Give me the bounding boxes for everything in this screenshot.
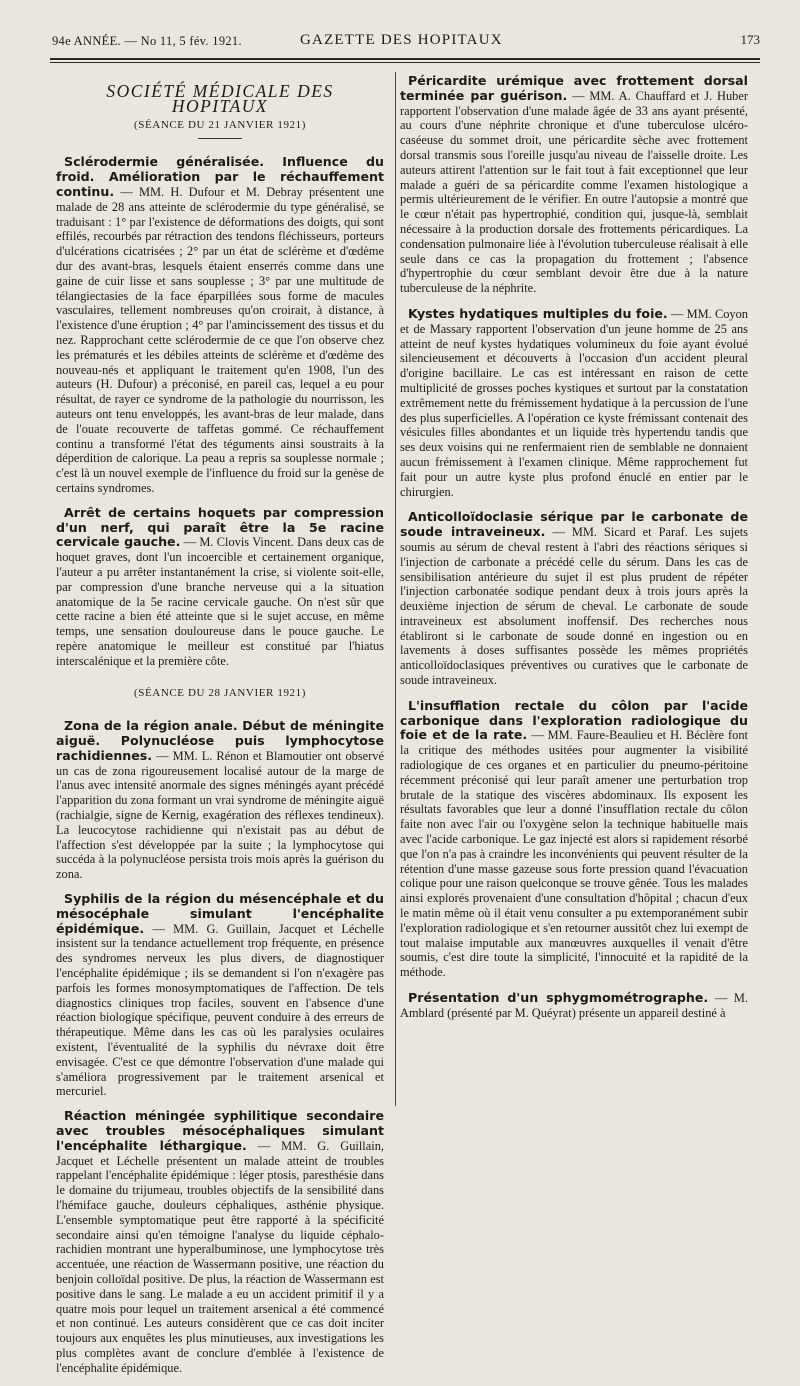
article-title: Kystes hydatiques multiples du foie. bbox=[408, 305, 668, 321]
article-body: font la critique des méthodes usitées pour augmenter la visibilité radiologique de ces organes et en particulier du pneumo-péritoine récemment préconisé qui leur paraît amener une perturbation trop brutale de la statique des viscères abdominaux. Ils exposent les résultats favorables que leur a donné l'insufflation rectale du côlon faite non avec l'air ou l'oxygène selon la technique habituelle mais avec l'acide carbonique. Le gaz injecté est alors si rapidement résorbé que l'on n'a pas à craindre les inconvénients qui peuvent résulter de la rétention d'une masse gazeuse sous forte pression quand l'évacuation colique pour une raison quelconque se trouve gênée. Tous les malades ainsi explorés provenaient d'une consultation d'hôpital ; chacun d'eux le matin même où il était venu consulter a pu extemporanément subir l'exploration radiologique et s'en retourner aussitôt chez lui exempt de tout malaise imputable aux manœuvres auxquelles il venait d'être soumis, c'est dire toute la simplicité, l'innocuité et la rapidité de la méthode. bbox=[400, 728, 748, 980]
article-authors: — MM. Coyon et de Massary bbox=[400, 306, 748, 336]
journal-title: GAZETTE DES HOPITAUX bbox=[300, 32, 503, 48]
section-rule bbox=[198, 138, 242, 139]
running-header bbox=[52, 30, 760, 54]
article-title: Anticolloïdoclasie sérique par le carbonate de soude intraveineux. bbox=[400, 509, 748, 540]
column-divider bbox=[395, 72, 396, 1106]
right-column bbox=[400, 74, 748, 1032]
article-authors: — MM. Sicard et Paraf. bbox=[552, 525, 688, 540]
article-hoquets bbox=[56, 506, 384, 669]
header-rule-thin bbox=[50, 62, 760, 63]
article-title: Zona de la région anale. Début de méningite aiguë. Polynucléose puis lymphocytose rachidiennes. bbox=[56, 718, 384, 763]
article-body: rapportent l'observation d'un jeune homme de 25 ans atteint de neuf kystes hydatiques volumineux du foie ayant évolué silencieusement et découverts à l'occasion d'un accident pleural d'origine bacillaire. Le cas est intéressant en raison de cette multiplicité de grosses poches kystiques et surtout par la constatation extrêmement nette du frémissement hydatique à la percussion de l'une des plus superficielles. A l'opération ce kyste frémissant contenait des vésicules filles abondantes et un liquide très hypertendu tandis que ses deux voisins qui ne renfermaient rien de semblable ne donnaient aucun frémissement à l'examen clinique. Même rapprochement fut fait pour un autre kyste plus profond énuclé en entier par le chirurgien. bbox=[400, 321, 748, 499]
article-title: Présentation d'un sphygmométrographe. bbox=[408, 990, 709, 1006]
society-heading: SOCIÉTÉ MÉDICALE DES HOPITAUX bbox=[106, 81, 334, 116]
article-authors: — MM. G. Guillain, Jacquet et Léchelle bbox=[152, 921, 384, 936]
article-authors: — MM. H. Dufour et M. Debray bbox=[120, 184, 303, 199]
article-title: Réaction méningée syphilitique secondaire avec troubles mésocéphaliques simulant l'encéphalite léthargique. bbox=[56, 1108, 384, 1153]
article-title: L'insufflation rectale du côlon par l'acide carbonique dans l'exploration radiologique du foie et de la rate. bbox=[400, 697, 748, 743]
article-body: présentent un malade atteint de troubles rappelant l'encéphalite épidémique : léger ptosis, paresthésie dans le domaine du trijumeau, troubles objectifs de la sensibilité dans l'hémiface gauche, douleurs céphaliques, asthénie physique. L'ensemble symptomatique peut être rapporté à la spécificité secondaire ainsi qu'en témoigne l'analyse du liquide céphalo-rachidien montrant une hyperalbuminose, une lymphocytose très accentuée, une réaction de Wassermann positive, une réaction du benjoin colloïdal positive. De plus, la réaction de Wassermann est positive dans le sang. Le malade a eu un accident primitif il y a quatre mois pour lequel un traitement arsenical a été commencé et non continué. Les auteurs considèrent que ce cas doit inciter toujours aux enquêtes les plus minutieuses, aux investigations les plus complètes avant de conclure d'emblée à l'existence de l'encéphalite épidémique. bbox=[56, 1153, 384, 1375]
article-authors: — M. Amblard bbox=[400, 991, 748, 1020]
article-body: présentent une malade de 28 ans atteinte de sclérodermie du type généralisé, se traduisant : 1° par l'existence de déformations des doigts, qui sont effilés, recourbés par rétraction des tendons fléchisseurs, porteurs d'ulcérations cicatrisées ; 2° par un état de sclérème et d'œdème dur des avant-bras, lesquels étaient enserrés comme dans une gaine de cuir lisse et sans souplesse ; 3° par une multitude de télangiectasies de la face éparpillées sous forme de macules vasculaires, tellement nombreuses qu'on croirait, à distance, à l'existence d'une éruption ; 4° par l'amincissement des tissus et du nez. Rapprochant cette sclérodermie de ce que l'on observe chez les prématurés et les débiles atteints de sclérème et d'œdème des nouveau-nés et appliquant le traitement qu'en 1908, l'un des auteurs (H. Dufour) a préconisé, en pareil cas, lequel a eu pour résultat, de rayer ce syndrome de la pathologie du nourrisson, les auteurs ont tenu enveloppés, les avant-bras de leur malade, dans de l'ouate recouverte de taffetas gommé. Ce réchauffement continu a transformé l'état des téguments ainsi soustraits à la déperdition de calorique. La peau a repris sa souplesse normale ; c'est là un nouvel exemple de l'influence du froid sur la genèse de certains syndromes. bbox=[56, 184, 384, 495]
article-body: Dans deux cas de hoquet graves, dont l'un incoercible et certainement organique, l'auteur a pu arrêter instantanément la crise, si violente soit-elle, par compression d'une branche nerveuse qui a la situation anatomique de la 5e racine cervicale gauche. On n'est sûr que cette racine a bien été atteinte que si le sujet accuse, en même temps, une sensation douloureuse dans le pouce gauche. Le repère anatomique le meilleur est constitué par l'hiatus interscalénique et la première côte. bbox=[56, 535, 385, 668]
article-title: Syphilis de la région du mésencéphale et du mésocéphale simulant l'encéphalite épidémique. bbox=[56, 891, 384, 936]
left-column bbox=[56, 74, 384, 1386]
session-date: (SÉANCE DU 28 JANVIER 1921) bbox=[133, 687, 307, 700]
article-title: Arrêt de certains hoquets par compression d'un nerf, qui paraît être la 5e racine cervicale gauche. bbox=[56, 504, 384, 550]
article-insufflation bbox=[400, 699, 748, 980]
article-authors: — MM. L. Rénon et Blamoutier bbox=[156, 748, 322, 763]
article-authors: — M. Clovis Vincent. bbox=[183, 535, 294, 550]
article-reaction-meningee bbox=[56, 1109, 384, 1375]
article-pericardite bbox=[400, 74, 748, 296]
article-sclerodermie bbox=[56, 155, 384, 495]
article-body: (présenté par M. Quéyrat) présente un appareil destiné à bbox=[447, 1005, 726, 1020]
session-date: (SÉANCE DU 21 JANVIER 1921) bbox=[133, 118, 307, 131]
article-title: Sclérodermie généralisée. Influence du froid. Amélioration par le réchauffement continu. bbox=[56, 154, 384, 199]
article-zona bbox=[56, 719, 384, 882]
issue-line: 94e ANNÉE. — No 11, 5 fév. 1921. bbox=[52, 34, 242, 48]
article-authors: — MM. Faure-Beaulieu et H. Béclère bbox=[531, 728, 724, 743]
article-anticolloidoclasie bbox=[400, 510, 748, 688]
article-authors: — MM. G. Guillain, Jacquet et Léchelle bbox=[56, 1138, 384, 1168]
header-rule bbox=[50, 58, 760, 60]
article-body: insistent sur la tendance actuellement trop fréquente, en présence des syndromes nerveux les plus divers, de diagnostiquer l'encéphalite épidémique ; ils se demandent si l'on n'exagère pas parfois les formes monosymptomatiques de l'affection. De tels diagnostics cliniques trop faciles, souvent en l'absence d'une réaction biologique spécifique, peuvent conduire à des erreurs de thérapeutique. Même dans les cas où les paralysies oculaires existent, l'éventualité de la syphilis du névraxe doit être envisagée. C'est ce que démontre l'observation d'une malade qui s'améliora progressivement par le traitement arsenical et mercuriel. bbox=[56, 936, 384, 1099]
article-body: Les sujets soumis au sérum de cheval restent à l'abri des réactions sériques si l'injection de carbonate a précédé celle du sérum. Dans les cas de sensibilisation antérieure du sujet il est plus prudent de répéter l'injection carbonatée sodique pendant deux à trois jours après la deuxième injection de sérum de cheval. Le carbonate de soude intraveineux est absolument inoffensif. Des recherches nous établiront si le carbonate de soude donné en ingestion ou en lavements à doses suffisantes possède les mêmes propriétés anticolloïdoclasiques préventives ou curatives que le carbonate de soude intraveineux. bbox=[400, 525, 748, 688]
article-sphygmometrographe bbox=[400, 991, 748, 1021]
article-body: rapportent l'observation d'une malade âgée de 33 ans ayant présenté, au cours d'une néphrite chronique et d'une tuberculose ulcéro-caséeuse du sommet droit, une péricardite sèche avec frottement dorsal transmis sous l'oreille jusqu'au niveau de l'aisselle droite. Les auteurs attirent l'attention sur le fait tout à fait exceptionnel que leur malade a guéri de sa péricardite comme l'examen histologique a permis ultérieurement de le vérifier. En outre l'autopsie a montré que le cœur n'était pas hypertrophié, condition qui, jusque-là, semblait nécessaire à la production dorsale des frottements péricardiques. La condensation pulmonaire liée à l'évolution tuberculeuse réalisait à elle seule dans ce cas la propagation du frottement ; l'absence d'hypertrophie du cœur semblant devoir être due à la nature tuberculeuse de la néphrite. bbox=[400, 103, 748, 296]
article-kystes bbox=[400, 307, 748, 499]
article-body: ont observé un cas de zona rigoureusement localisé autour de la marge de l'anus avec intensité anormale des signes méningés ayant précédé l'apparition du zona formant un vrai syndrome de méningite aiguë (rachialgie, signe de Kernig, exagération des réflexes tendineux). La leucocytose rachidienne qui n'existait pas au début de l'affection s'est développée par la suite ; la lymphocytose qui succéda à la polynucléose persista trois mois après la guérison du zona. bbox=[56, 748, 384, 882]
page-number: 173 bbox=[740, 32, 760, 47]
article-title: Péricardite urémique avec frottement dorsal terminée par guérison. bbox=[400, 73, 748, 103]
article-authors: — MM. A. Chauffard et J. Huber bbox=[572, 88, 748, 103]
article-syphilis bbox=[56, 892, 384, 1099]
